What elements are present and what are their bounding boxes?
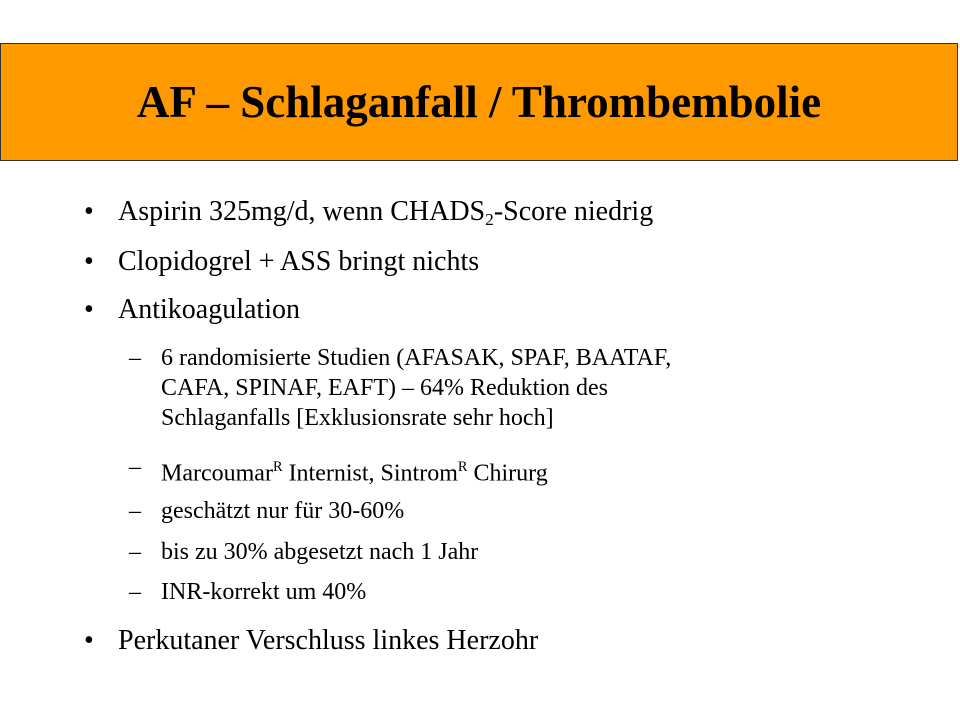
dash-marker: – bbox=[129, 498, 141, 524]
slide-title: AF – Schlaganfall / Thrombembolie bbox=[136, 76, 822, 127]
bullet-text: Clopidogrel + ASS bringt nichts bbox=[118, 246, 480, 277]
subscript: 2 bbox=[485, 210, 494, 230]
superscript: R bbox=[272, 459, 283, 475]
dash-marker: – bbox=[129, 345, 141, 371]
superscript: R bbox=[457, 459, 468, 475]
sub-bullet-text: INR-korrekt um 40% bbox=[161, 579, 367, 605]
dash-marker: – bbox=[129, 579, 141, 605]
title-banner bbox=[0, 43, 958, 161]
bullet-marker: • bbox=[84, 196, 94, 227]
bullet-text: Aspirin 325mg/d, wenn $CHADS_2$-Score niedrig bbox=[118, 196, 654, 230]
sub-bullet-text: bis zu 30% abgesetzt nach 1 Jahr bbox=[161, 539, 479, 565]
bullet-text: Perkutaner Verschluss linkes Herzohr bbox=[118, 625, 539, 656]
text-line: Schlaganfalls [Exklusionsrate sehr hoch] bbox=[161, 405, 554, 431]
sub-bullet-text: geschätzt nur für 30-60% bbox=[161, 498, 405, 524]
dash-marker: – bbox=[129, 454, 141, 480]
bullet-marker: • bbox=[84, 294, 94, 325]
sub-bullet-text bbox=[161, 343, 671, 433]
bullet-text: Antikoagulation bbox=[118, 294, 300, 325]
text-line: 6 randomisierte Studien (AFASAK, SPAF, BAATAF, bbox=[161, 345, 672, 371]
bullet-marker: • bbox=[84, 625, 94, 656]
sub-bullet-text: Marcoumar$^R$ Internist, Sintrom$^R$ Chirurg bbox=[161, 459, 548, 487]
text-line: CAFA, SPINAF, EAFT) – 64% Reduktion des bbox=[161, 375, 608, 401]
bullet-marker: • bbox=[84, 246, 94, 277]
dash-marker: – bbox=[129, 539, 141, 565]
